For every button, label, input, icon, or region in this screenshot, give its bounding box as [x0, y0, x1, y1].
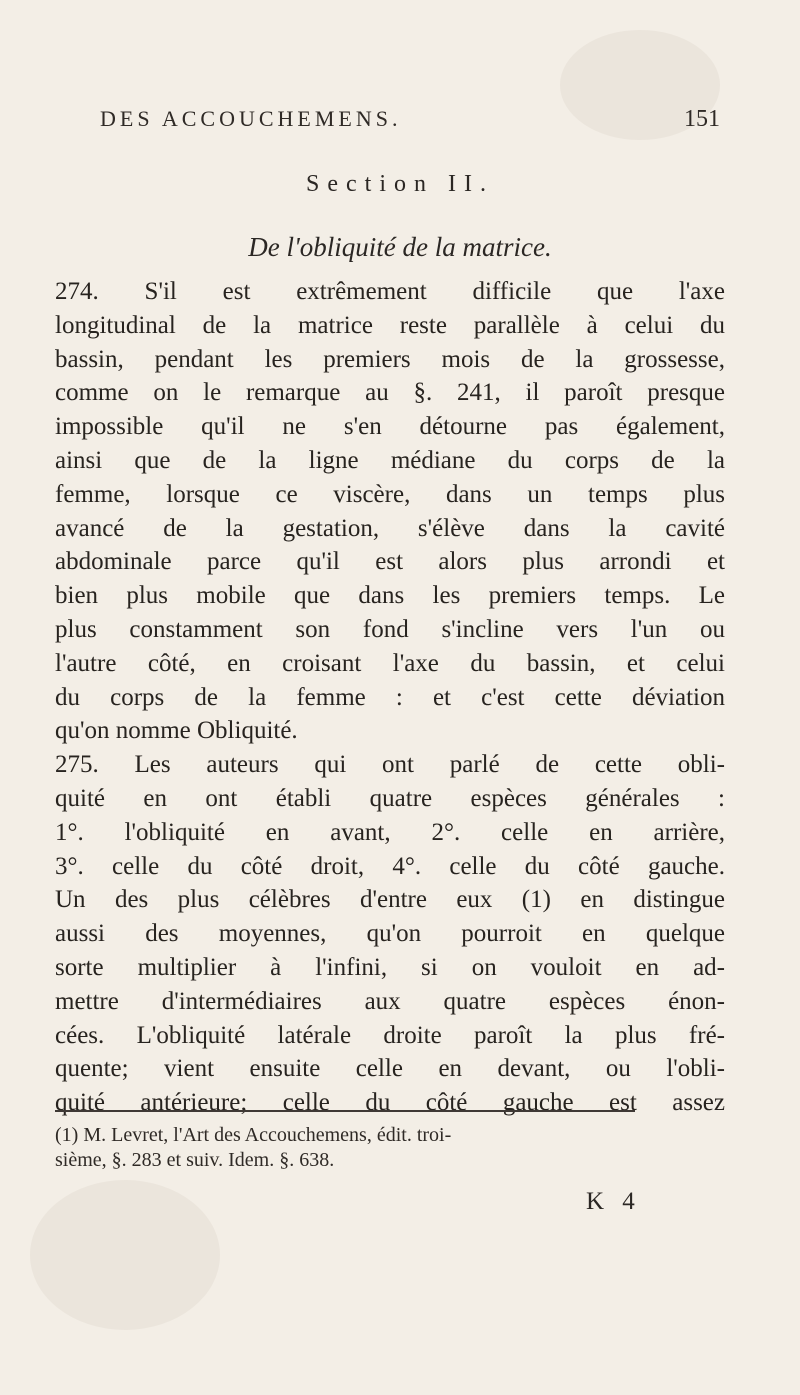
text-line: comme on le remarque au §. 241, il paroît presque: [55, 379, 725, 407]
text-line: avancé de la gestation, s'élève dans la cavité: [55, 514, 725, 542]
page-header: [100, 106, 720, 136]
text-line: 274. S'il est extrêmement difficile que l'axe: [55, 278, 725, 305]
text-line: bassin, pendant les premiers mois de la grossesse,: [55, 345, 725, 373]
text-line: mettre d'intermédiaires aux quatre espèces énon-: [55, 987, 725, 1015]
chapter-title: De l'obliquité de la matrice.: [248, 232, 552, 262]
signature-mark: K 4: [586, 1188, 641, 1215]
text-line: abdominale parce qu'il est alors plus arrondi et: [55, 548, 725, 576]
text-line: sorte multiplier à l'infini, si on vouloit en ad-: [55, 953, 725, 981]
running-head: DES ACCOUCHEMENS.: [100, 106, 402, 131]
text-line: bien plus mobile que dans les premiers temps. Le: [55, 582, 725, 610]
text-line: longitudinal de la matrice reste parallèle à celui du: [55, 311, 725, 339]
text-line: 1°. l'obliquité en avant, 2°. celle en arrière,: [55, 818, 725, 846]
text-line: impossible qu'il ne s'en détourne pas également,: [55, 413, 725, 441]
text-line: quité en ont établi quatre espèces générales :: [55, 784, 725, 812]
text-line: qu'on nomme Obliquité.: [55, 717, 298, 745]
text-line: l'autre côté, en croisant l'axe du bassin, et celui: [55, 649, 725, 677]
text-line: du corps de la femme : et c'est cette déviation: [55, 683, 725, 711]
footnote-line: (1) M. Levret, l'Art des Accouchemens, édit. troi-: [55, 1124, 452, 1146]
text-line: quente; vient ensuite celle en devant, ou l'obli-: [55, 1055, 725, 1083]
paper-stain: [30, 1180, 220, 1330]
footnote-divider: [55, 1110, 635, 1112]
text-line: ainsi que de la ligne médiane du corps de la: [55, 446, 725, 474]
text-line: cées. L'obliquité latérale droite paroît la plus fré-: [55, 1021, 725, 1049]
footnote-line: sième, §. 283 et suiv. Idem. §. 638.: [55, 1149, 335, 1171]
page-number: 151: [684, 106, 720, 132]
section-heading: Section II.: [306, 171, 494, 197]
text-line: quité antérieure; celle du côté gauche est assez: [55, 1089, 725, 1117]
footnote: [55, 1123, 725, 1173]
text-line: 3°. celle du côté droit, 4°. celle du côté gauche.: [55, 852, 725, 880]
text-line: 275. Les auteurs qui ont parlé de cette obli-: [55, 751, 725, 779]
text-line: femme, lorsque ce viscère, dans un temps plus: [55, 480, 725, 508]
text-line: aussi des moyennes, qu'on pourroit en quelque: [55, 920, 725, 948]
text-line: Un des plus célèbres d'entre eux (1) en distingue: [55, 886, 725, 914]
body-text: [55, 275, 725, 1120]
text-line: plus constamment son fond s'incline vers l'un ou: [55, 615, 725, 643]
